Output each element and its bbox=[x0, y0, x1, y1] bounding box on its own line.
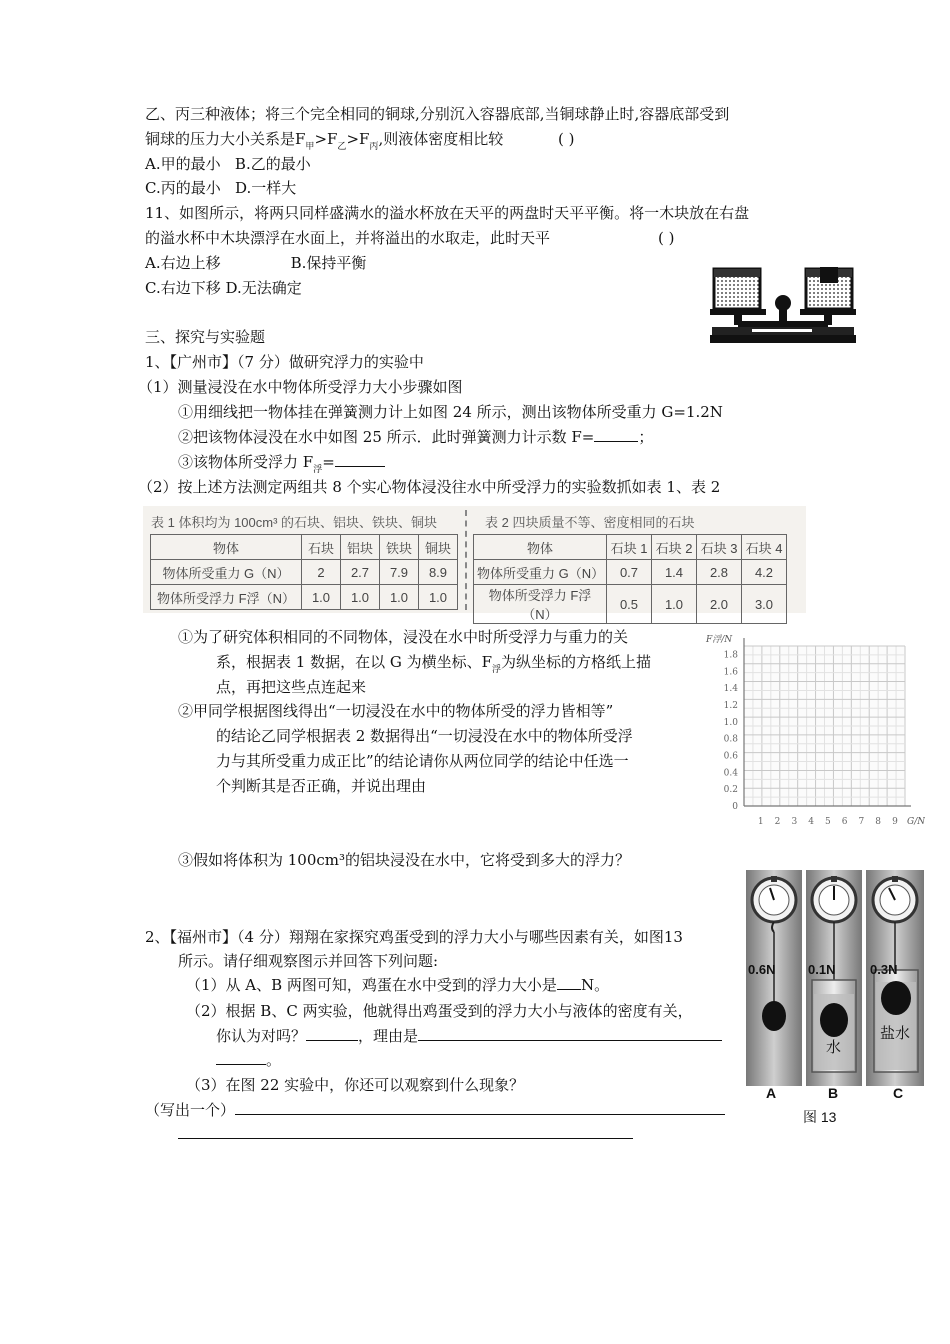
answer-blank-observation[interactable] bbox=[235, 1114, 725, 1115]
q10-line1: 乙、丙三种液体；将三个完全相同的铜球,分别沉入容器底部,当铜球静止时,容器底部受到 bbox=[145, 105, 730, 123]
table-row: 物体所受浮力 F浮（N） 1.0 1.0 1.0 1.0 bbox=[151, 585, 458, 610]
label-water: 水 bbox=[826, 1038, 842, 1056]
p1-step1c: ③该物体所受浮力 $F_浮=$ bbox=[178, 452, 385, 475]
figure13-caption: 图 13 bbox=[803, 1109, 837, 1125]
x-tick-label: 6 bbox=[841, 817, 848, 827]
y-tick-label: 1.8 bbox=[723, 650, 738, 661]
table-row: 物体所受重力 G（N） 0.7 1.4 2.8 4.2 bbox=[474, 560, 787, 585]
caption-a: A bbox=[766, 1085, 777, 1101]
x-tick-label: 4 bbox=[808, 817, 814, 827]
p1-item2-line4: 个判断其是否正确，并说出理由 bbox=[216, 777, 427, 795]
p2-q3: （3）在图 22 实验中，你还可以观察到什么现象？ bbox=[186, 1076, 525, 1094]
answer-blank-reason-cont[interactable] bbox=[216, 1064, 266, 1065]
graph-grid-paper bbox=[700, 632, 925, 830]
y-tick-label: 1.2 bbox=[723, 700, 738, 711]
table1-title: 表 1 体积均为 100cm³ 的石块、铝块、铁块、铜块 bbox=[151, 515, 438, 530]
answer-blank-egg-buoyancy[interactable] bbox=[557, 989, 581, 990]
p1-item1-line2: 系，根据表 1 数据，在以 G 为横坐标、$F_浮$为纵坐标的方格纸上描 bbox=[216, 653, 652, 675]
x-axis-label: G/N bbox=[907, 817, 925, 827]
q11-line2: 的溢水杯中木块漂浮在水面上，并将溢出的水取走，此时天平 bbox=[145, 229, 551, 247]
q10-answer-paren: ( ) bbox=[558, 130, 575, 148]
q11-options-cd: C.右边下移 D.无法确定 bbox=[145, 279, 302, 297]
x-tick-label: 7 bbox=[858, 817, 865, 827]
y-tick-label: 1.4 bbox=[723, 684, 738, 695]
caption-c: C bbox=[893, 1085, 904, 1101]
y-tick-label: 0.2 bbox=[723, 785, 738, 796]
data-tables-panel bbox=[143, 506, 806, 622]
balance-scale-figure bbox=[708, 263, 858, 348]
reading-a: 0.6N bbox=[748, 962, 776, 977]
table2-title: 表 2 四块质量不等、密度相同的石块 bbox=[485, 515, 695, 530]
y-tick-label: 1.0 bbox=[723, 717, 738, 728]
reading-b: 0.1N bbox=[808, 962, 836, 977]
table-divider bbox=[465, 510, 467, 610]
figure13-photo bbox=[746, 870, 924, 1086]
q10-options-ab: A.甲的最小 B.乙的最小 bbox=[145, 155, 311, 173]
p2-heading-line2: 所示。请仔细观察图示并回答下列问题: bbox=[178, 952, 439, 970]
q11-line1: 11、如图所示，将两只同样盛满水的溢水杯放在天平的两盘时天平平衡。将一木块放在右盘 bbox=[145, 204, 750, 222]
p1-heading: 1、【广州市】（7 分）做研究浮力的实验中 bbox=[145, 353, 424, 371]
p2-heading: 2、【福州市】（4 分）翔翔在家探究鸡蛋受到的浮力大小与哪些因素有关，如图13 bbox=[145, 928, 683, 946]
x-tick-label: 1 bbox=[757, 817, 764, 827]
y-tick-label: 1.6 bbox=[723, 667, 738, 678]
y-tick-label: 0 bbox=[732, 802, 738, 812]
x-tick-label: 2 bbox=[774, 817, 781, 827]
p2-q2-line2: 你认为对吗？ ，理由是 bbox=[216, 1026, 722, 1046]
table2 bbox=[473, 534, 787, 624]
q10-line2: 铜球的压力大小关系是$F_甲>F_乙>F_丙$,则液体密度相比较 bbox=[145, 130, 504, 152]
p1-step2: （2）按上述方法测定两组共 8 个实心物体浸没往水中所受浮力的实验数抓如表 1、表 2 bbox=[138, 478, 721, 496]
p1-step1: （1）测量浸没在水中物体所受浮力大小步骤如图 bbox=[138, 378, 463, 396]
caption-b: B bbox=[828, 1085, 839, 1101]
y-tick-label: 0.6 bbox=[723, 751, 738, 762]
p1-item3: ③假如将体积为 100cm³的铝块浸没在水中，它将受到多大的浮力？ bbox=[178, 851, 631, 869]
q10-options-cd: C.丙的最小 D.一样大 bbox=[145, 179, 297, 197]
x-tick-label: 5 bbox=[824, 817, 831, 827]
label-salt-water: 盐水 bbox=[880, 1024, 911, 1042]
table1-header-row: 物体 石块 铝块 铁块 铜块 bbox=[151, 535, 458, 560]
answer-blank-f[interactable] bbox=[594, 441, 638, 442]
reading-c: 0.3N bbox=[870, 962, 898, 977]
answer-line-observation-2[interactable] bbox=[178, 1138, 633, 1139]
y-axis-label: F浮/N bbox=[706, 635, 733, 645]
section3-title: 三、探究与实验题 bbox=[145, 328, 266, 346]
p1-item1-line1: ①为了研究体积相同的不同物体，浸没在水中时所受浮力与重力的关 bbox=[178, 628, 629, 646]
x-tick-label: 9 bbox=[892, 817, 898, 827]
table-row: 物体所受重力 G（N） 2 2.7 7.9 8.9 bbox=[151, 560, 458, 585]
answer-blank-reason[interactable] bbox=[418, 1040, 722, 1041]
answer-blank-correct[interactable] bbox=[306, 1040, 358, 1041]
table2-header-row: 物体 石块 1 石块 2 石块 3 石块 4 bbox=[474, 535, 787, 560]
p2-q1: （1）从 A、B 两图可知，鸡蛋在水中受到的浮力大小是 N。 bbox=[186, 976, 610, 994]
table1 bbox=[150, 534, 458, 610]
y-tick-label: 0.4 bbox=[723, 768, 738, 779]
p2-q2-line1: （2）根据 B、C 两实验，他就得出鸡蛋受到的浮力大小与液体的密度有关， bbox=[186, 1002, 693, 1020]
p1-item1-line3: 点，再把这些点连起来 bbox=[216, 678, 367, 696]
p1-item2-line2: 的结论乙同学根据表 2 数据得出“一切浸没在水中的物体所受浮 bbox=[216, 727, 633, 745]
p2-q3-line2: （写出一个） bbox=[145, 1100, 725, 1120]
answer-blank-buoyancy[interactable] bbox=[335, 466, 385, 467]
p1-item2-line1: ②甲同学根据图线得出“一切浸没在水中的物体所受的浮力皆相等” bbox=[178, 702, 614, 720]
p1-step1b: ②把该物体浸没在水中如图 25 所示．此时弹簧测力计示数 F= ； bbox=[178, 428, 654, 446]
p1-item2-line3: 力与其所受重力成正比”的结论请你从两位同学的结论中任选一 bbox=[216, 752, 629, 770]
p2-q2-line3: 。 bbox=[216, 1050, 281, 1070]
q11-options-ab: A.右边上移 B.保持平衡 bbox=[145, 254, 367, 272]
table-row: 物体所受浮力 F浮（N） 0.5 1.0 2.0 3.0 bbox=[474, 585, 787, 624]
x-tick-label: 8 bbox=[875, 817, 882, 827]
q11-answer-paren: ( ) bbox=[658, 229, 675, 247]
y-tick-label: 0.8 bbox=[723, 734, 738, 745]
p1-step1a: ①用细线把一物体挂在弹簧测力计上如图 24 所示，测出该物体所受重力 G=1.2N bbox=[178, 403, 723, 421]
x-tick-label: 3 bbox=[791, 817, 798, 827]
